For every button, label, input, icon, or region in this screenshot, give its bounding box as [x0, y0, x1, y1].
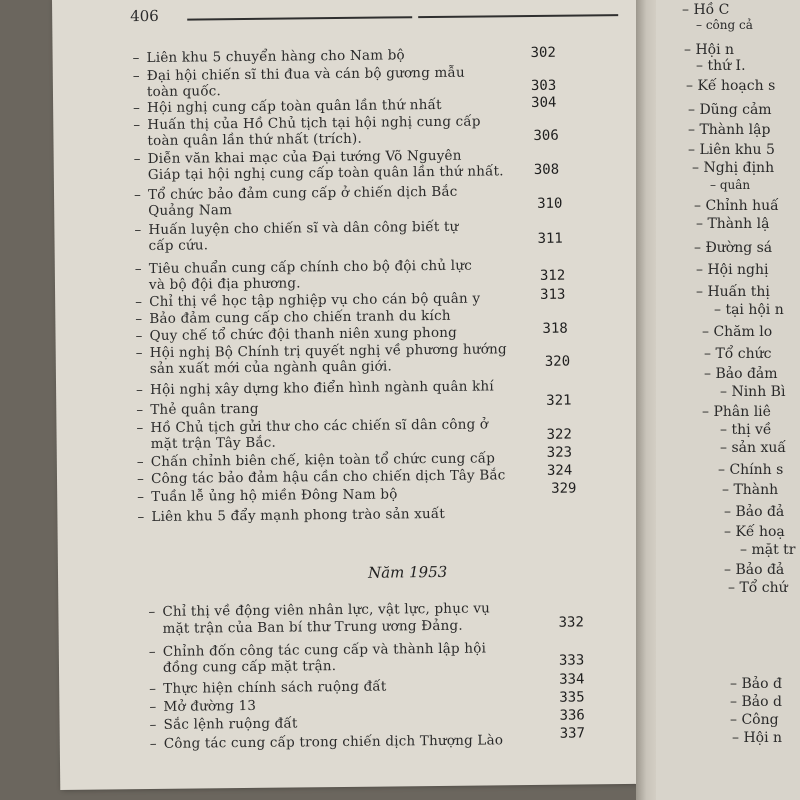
right-page-line: – Nghị định — [692, 160, 775, 176]
right-page-line: – Huấn thị — [696, 284, 770, 300]
toc-page-number: 321 — [546, 392, 572, 409]
toc-entry-cont: sản xuất mới của ngành quân giới. — [149, 358, 393, 377]
toc-entry: – Chỉ thị về học tập nghiệp vụ cho cán bộ quân y — [135, 290, 481, 311]
toc-entry: – Tuần lễ ủng hộ miền Đông Nam bộ — [137, 486, 398, 506]
right-page-line: – Phân liê — [702, 404, 771, 420]
toc-entry: – Công tác cung cấp trong chiến dịch Thượng Lào — [149, 732, 504, 753]
book-page-left — [52, 0, 658, 790]
right-page-line: – Ninh Bì — [720, 384, 786, 400]
toc-entry: – Hội nghị Bộ Chính trị quyết nghị về phương hướng — [135, 341, 507, 362]
right-page-line: – Thành lập — [688, 122, 771, 138]
toc-page-number: 329 — [551, 480, 577, 497]
toc-entry: – Bảo đảm cung cấp cho chiến tranh du kích — [135, 307, 451, 328]
year-heading: Năm 1953 — [367, 562, 448, 582]
right-page-line: – Hội n — [684, 42, 735, 58]
right-page-line: – Bảo d — [730, 694, 782, 710]
right-page-line: – thứ I. — [696, 58, 746, 74]
toc-entry: – Liên khu 5 chuyển hàng cho Nam bộ — [132, 47, 405, 67]
header-rule-right — [418, 14, 618, 18]
toc-entry: – Chấn chỉnh biên chế, kiện toàn tổ chức cung cấp — [136, 450, 496, 471]
toc-entry: – Huấn luyện cho chiến sĩ và dân công biết tự — [134, 218, 459, 239]
toc-entry-cont: Giáp tại hội nghị cung cấp toàn quân lần thứ nhất. — [147, 163, 504, 184]
page-number: 406 — [130, 6, 159, 26]
right-page-line: – Thành lậ — [696, 216, 770, 232]
toc-entry-cont: toàn quốc. — [146, 83, 222, 101]
toc-page-number: 323 — [546, 444, 573, 461]
right-page-line: – tại hội n — [714, 302, 784, 318]
book-page-right — [656, 0, 800, 800]
right-page-line: – Kế hoạ — [724, 524, 785, 540]
toc-page-number: 322 — [546, 426, 572, 443]
toc-entry-cont: mặt trận của Ban bí thư Trung ương Đảng. — [162, 617, 463, 637]
right-page-line: – Kế hoạch s — [686, 78, 776, 94]
header-rule-left — [187, 16, 412, 20]
right-page-line: – Bảo đả — [724, 562, 785, 578]
right-page-line: – Tổ chức — [704, 346, 772, 362]
toc-entry: – Chỉ thị về động viên nhân lực, vật lực, phục vụ — [148, 600, 491, 621]
toc-page-number: 318 — [542, 320, 568, 337]
right-page-line: – Đường sá — [694, 240, 773, 256]
toc-entry-cont: cấp cứu. — [148, 237, 209, 255]
right-page-line: – mặt tr — [740, 542, 796, 558]
toc-entry: – Huấn thị của Hồ Chủ tịch tại hội nghị cung cấp — [133, 113, 481, 134]
toc-page-number: 335 — [559, 689, 585, 706]
toc-entry-cont: Quảng Nam — [148, 202, 233, 220]
right-page-line: – Bảo đ — [730, 676, 782, 692]
toc-page-number: 334 — [559, 671, 585, 688]
toc-entry-cont: toàn quân lần thứ nhất (trích). — [147, 130, 363, 150]
right-page-line: – Hội nghị — [696, 262, 769, 278]
toc-page-number: 311 — [537, 230, 563, 247]
toc-entry-cont: mặt trận Tây Bắc. — [150, 434, 277, 452]
toc-entry-cont: đồng cung cấp mặt trận. — [162, 658, 337, 676]
toc-entry: – Chỉnh đốn công tác cung cấp và thành lập hội — [148, 640, 487, 661]
toc-entry: – Sắc lệnh ruộng đất — [149, 715, 298, 734]
right-page-line: – Chăm lo — [702, 324, 773, 340]
toc-page-number: 320 — [544, 353, 571, 370]
toc-entry: – Liên khu 5 đẩy mạnh phong trào sản xuất — [137, 505, 446, 526]
toc-page-number: 324 — [546, 462, 573, 479]
right-page-line: – Bảo đả — [724, 504, 785, 520]
toc-entry-cont: và bộ đội địa phương. — [148, 275, 301, 293]
toc-page-number: 310 — [537, 195, 563, 212]
toc-page-number: 304 — [531, 94, 557, 111]
toc-entry: – Hồ Chủ tịch gửi thư cho các chiến sĩ dân công ở — [136, 416, 489, 437]
right-page-line: – Dũng cảm — [688, 102, 772, 118]
toc-page-number: 308 — [533, 161, 560, 178]
right-page-line: – Thành — [722, 482, 779, 498]
toc-entry: – Diễn văn khai mạc của Đại tướng Võ Nguyên — [133, 147, 462, 168]
toc-page-number: 333 — [558, 652, 585, 669]
right-page-line: – Công — [730, 712, 779, 728]
right-page-line: – Tổ chứ — [728, 580, 788, 596]
right-page-line: – Chỉnh huấ — [694, 198, 779, 214]
toc-page-number: 313 — [540, 286, 566, 303]
right-page-line: – Bảo đảm — [704, 366, 778, 382]
right-page-line: – Hội n — [732, 730, 783, 746]
toc-page-number: 336 — [559, 707, 585, 724]
right-page-line: – thị về — [720, 422, 772, 438]
toc-entry: – Tổ chức bảo đảm cung cấp ở chiến dịch Bắc — [133, 183, 458, 204]
right-page-line: – công cả — [696, 18, 753, 32]
toc-entry: – Quy chế tổ chức đội thanh niên xung phong — [135, 324, 458, 345]
toc-page-number: 302 — [530, 44, 556, 61]
toc-page-number: 303 — [530, 77, 557, 94]
right-page-line: – sản xuấ — [720, 440, 786, 456]
right-page-line: – quân — [710, 178, 751, 192]
right-page-line: – Chính s — [718, 462, 784, 478]
toc-entry: – Tiêu chuẩn cung cấp chính cho bộ đội chủ lực — [134, 257, 473, 278]
toc-entry: – Hội nghị xây dựng kho điển hình ngành quân khí — [136, 378, 494, 399]
toc-page-number: 337 — [559, 725, 586, 742]
toc-entry: – Công tác bảo đảm hậu cần cho chiến dịch Tây Bắc — [136, 467, 506, 488]
right-page-line: – Liên khu 5 — [688, 142, 775, 158]
toc-page-number: 312 — [539, 267, 566, 284]
right-page-line: – Hồ C — [682, 2, 730, 18]
toc-page-number: 332 — [558, 614, 584, 631]
toc-entry: – Thực hiện chính sách ruộng đất — [149, 678, 387, 698]
toc-entry: – Mở đường 13 — [149, 697, 257, 716]
toc-entry: – Thẻ quân trang — [136, 400, 259, 419]
toc-page-number: 306 — [533, 127, 559, 144]
toc-entry: – Hội nghị cung cấp toàn quân lần thứ nhất — [133, 96, 442, 117]
toc-entry: – Đại hội chiến sĩ thi đua và cán bộ gương mẫu — [132, 64, 465, 85]
